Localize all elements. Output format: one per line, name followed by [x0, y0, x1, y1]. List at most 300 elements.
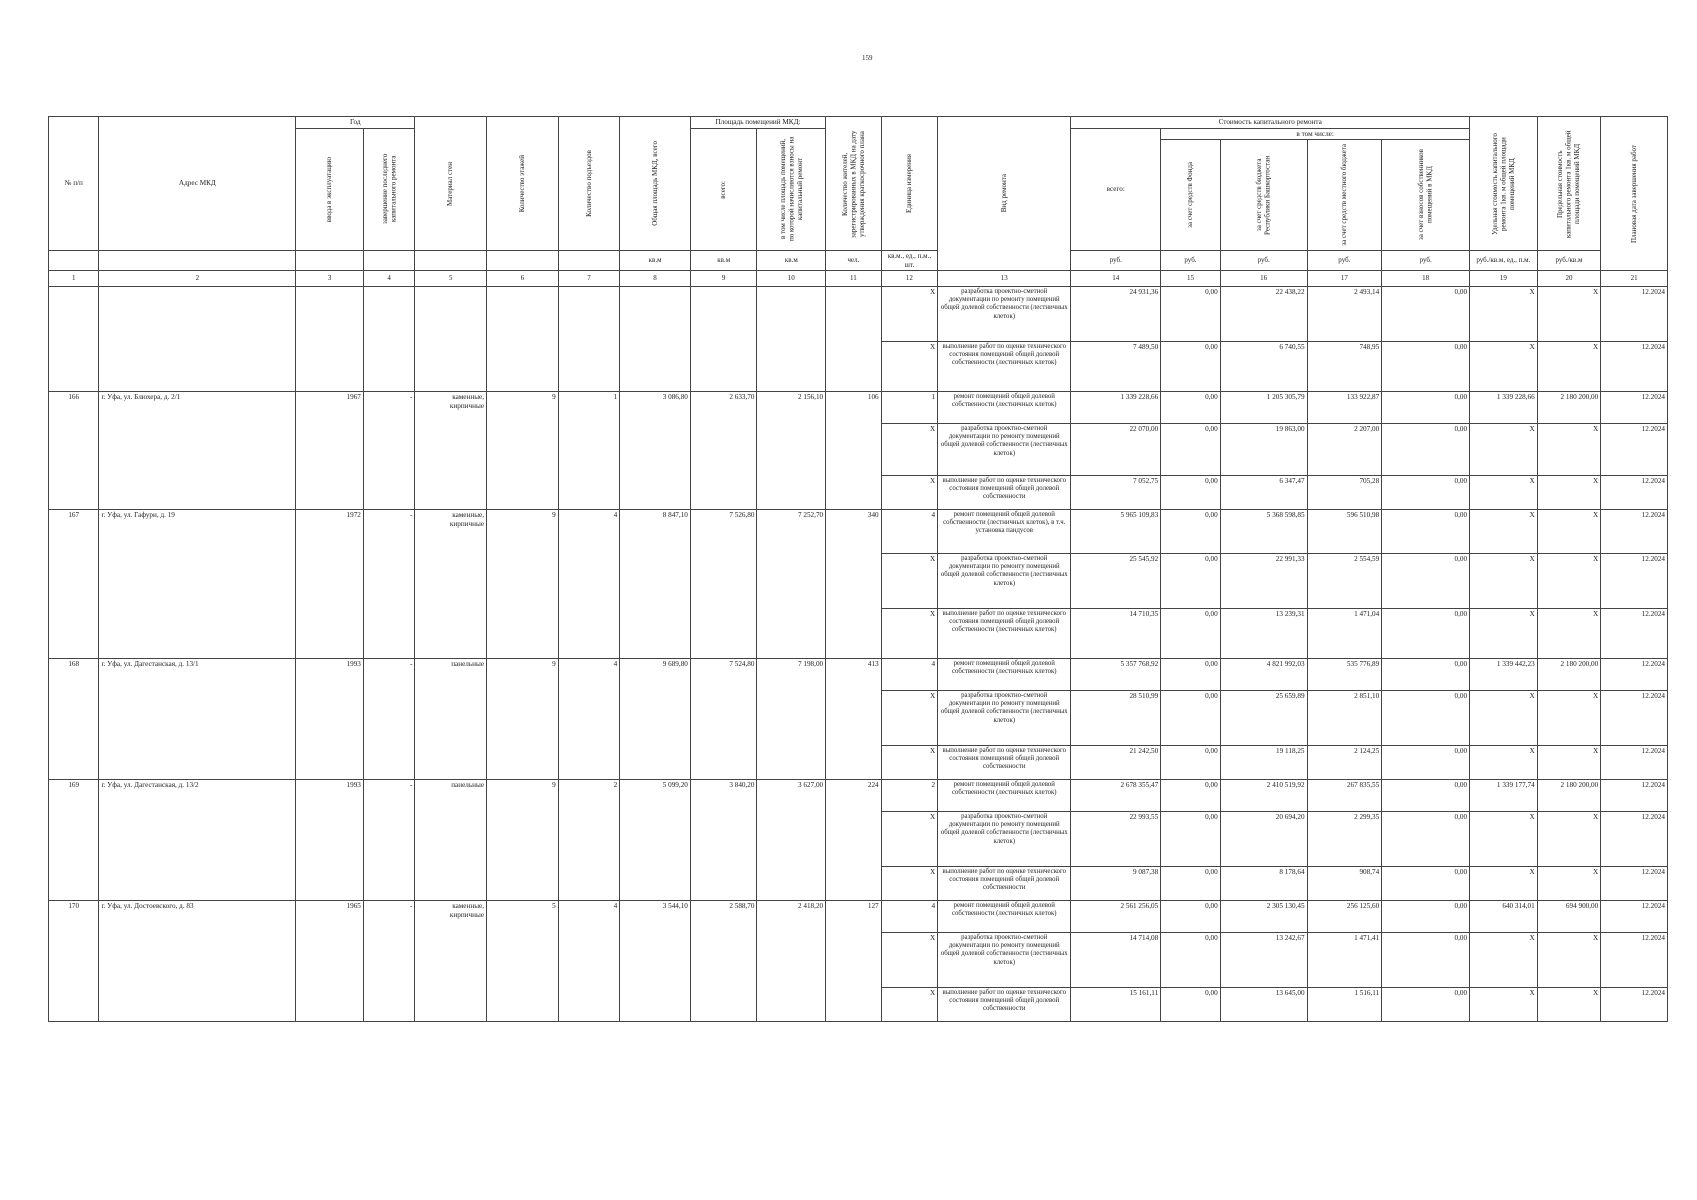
row-repair-year: -	[363, 780, 414, 901]
row-cost-fund: 0,00	[1161, 554, 1221, 609]
row-cost-owners: 0,00	[1382, 867, 1470, 901]
hdr-premises-contrib: в том числе площадь помещений, по которой начисляются взносы на капитальный ремонт	[757, 128, 826, 251]
row-work-type: выполнение работ по оценке технического состояния помещений общей долевой собственности	[938, 746, 1071, 780]
hdr-year-repair: завершение последнего капитального ремонта	[363, 128, 414, 251]
row-area-contrib	[757, 287, 826, 392]
row-year: 1972	[296, 510, 364, 659]
row-cost-fund: 0,00	[1161, 510, 1221, 554]
row-unit: 2	[881, 780, 938, 812]
column-number: 3	[296, 271, 364, 287]
row-cost-fund: 0,00	[1161, 746, 1221, 780]
row-cost-republic: 13 242,67	[1220, 933, 1307, 988]
row-work-type: выполнение работ по оценке технического состояния помещений общей долевой собственности	[938, 867, 1071, 901]
row-max-cost: X	[1537, 287, 1601, 342]
row-max-cost: X	[1537, 476, 1601, 510]
row-deadline: 12.2024	[1601, 901, 1668, 933]
row-total-area: 9 689,80	[620, 659, 691, 780]
row-cost-fund: 0,00	[1161, 691, 1221, 746]
row-cost-fund: 0,00	[1161, 287, 1221, 342]
row-area-all	[690, 287, 757, 392]
row-cost-fund: 0,00	[1161, 609, 1221, 659]
row-cost-local: 705,28	[1307, 476, 1382, 510]
hdr-cost-local: за счет средств местного бюджета	[1307, 140, 1382, 251]
row-cost-owners: 0,00	[1382, 287, 1470, 342]
row-cost-fund: 0,00	[1161, 812, 1221, 867]
row-cost-republic: 6 740,55	[1220, 342, 1307, 392]
row-max-cost: X	[1537, 554, 1601, 609]
unit-cell	[415, 251, 487, 271]
hdr-cost-republic: за счет средств бюджета Республики Башкортостан	[1220, 140, 1307, 251]
row-cost-owners: 0,00	[1382, 510, 1470, 554]
hdr-floors: Количество этажей	[487, 117, 559, 251]
row-max-cost: 2 180 200,00	[1537, 392, 1601, 424]
row-cost-total: 15 161,11	[1071, 988, 1161, 1022]
row-cost-fund: 0,00	[1161, 476, 1221, 510]
column-number: 2	[99, 271, 296, 287]
unit-cell: руб.	[1220, 251, 1307, 271]
row-work-type: разработка проектно-сметной документации по ремонту помещений общей долевой собственности (лестничных клеток)	[938, 691, 1071, 746]
table-row	[49, 287, 1668, 342]
row-cost-republic: 2 410 519,92	[1220, 780, 1307, 812]
row-cost-local: 2 493,14	[1307, 287, 1382, 342]
row-cost-republic: 19 863,00	[1220, 424, 1307, 476]
row-work-type: выполнение работ по оценке технического состояния помещений общей долевой собственности	[938, 476, 1071, 510]
row-deadline: 12.2024	[1601, 780, 1668, 812]
row-cost-total: 25 545,92	[1071, 554, 1161, 609]
row-max-cost: 694 900,00	[1537, 901, 1601, 933]
row-area-contrib: 3 627,00	[757, 780, 826, 901]
row-unit: 1	[881, 392, 938, 424]
hdr-unit: Единица измерения	[881, 117, 938, 251]
row-unit: X	[881, 988, 938, 1022]
row-cost-fund: 0,00	[1161, 342, 1221, 392]
row-cost-total: 2 561 256,05	[1071, 901, 1161, 933]
row-unit: X	[881, 812, 938, 867]
column-number: 13	[938, 271, 1071, 287]
row-material: панельные	[415, 659, 487, 780]
row-max-cost: X	[1537, 691, 1601, 746]
row-entrances: 4	[558, 659, 620, 780]
row-unit-cost: X	[1470, 554, 1538, 609]
row-address: г. Уфа, ул. Блюхера, д. 2/1	[99, 392, 296, 510]
row-unit: 4	[881, 510, 938, 554]
row-cost-republic: 8 178,64	[1220, 867, 1307, 901]
row-cost-local: 2 554,59	[1307, 554, 1382, 609]
row-unit: X	[881, 609, 938, 659]
column-number: 16	[1220, 271, 1307, 287]
row-max-cost: X	[1537, 746, 1601, 780]
hdr-work-type: Вид ремонта	[938, 117, 1071, 271]
row-work-type: ремонт помещений общей долевой собственности (лестничных клеток), в т.ч. установка пандусов	[938, 510, 1071, 554]
hdr-cost-incl: в том числе:	[1161, 128, 1470, 140]
row-max-cost: X	[1537, 867, 1601, 901]
row-cost-owners: 0,00	[1382, 988, 1470, 1022]
row-unit-cost: 640 314,01	[1470, 901, 1538, 933]
column-number: 18	[1382, 271, 1470, 287]
column-number: 19	[1470, 271, 1538, 287]
row-cost-total: 9 087,38	[1071, 867, 1161, 901]
row-floors: 5	[487, 901, 559, 1022]
row-unit: 4	[881, 901, 938, 933]
row-unit-cost: X	[1470, 812, 1538, 867]
row-work-type: ремонт помещений общей долевой собственности (лестничных клеток)	[938, 392, 1071, 424]
row-cost-local: 2 207,00	[1307, 424, 1382, 476]
row-unit-cost: X	[1470, 691, 1538, 746]
row-year: 1993	[296, 780, 364, 901]
row-unit-cost: X	[1470, 988, 1538, 1022]
row-work-type: ремонт помещений общей долевой собственности (лестничных клеток)	[938, 659, 1071, 691]
row-repair-year: -	[363, 510, 414, 659]
hdr-wall-material: Материал стен	[415, 117, 487, 251]
row-cost-total: 21 242,50	[1071, 746, 1161, 780]
table-row	[49, 901, 1668, 933]
row-unit-cost: X	[1470, 342, 1538, 392]
row-floors: 9	[487, 392, 559, 510]
row-cost-fund: 0,00	[1161, 901, 1221, 933]
unit-cell: кв.м., ед., п.м., шт.	[881, 251, 938, 271]
unit-cell: чел.	[826, 251, 882, 271]
row-residents: 413	[826, 659, 882, 780]
row-cost-local: 133 922,87	[1307, 392, 1382, 424]
row-total-area: 5 099,20	[620, 780, 691, 901]
column-number: 8	[620, 271, 691, 287]
hdr-address: Адрес МКД	[99, 117, 296, 251]
row-area-contrib: 2 156,10	[757, 392, 826, 510]
hdr-cost-fund: за счет средств Фонда	[1161, 140, 1221, 251]
unit-cell	[363, 251, 414, 271]
row-unit: X	[881, 287, 938, 342]
row-unit-cost: X	[1470, 933, 1538, 988]
unit-cell: руб.	[1307, 251, 1382, 271]
row-address: г. Уфа, ул. Дагестанская, д. 13/2	[99, 780, 296, 901]
row-cost-owners: 0,00	[1382, 554, 1470, 609]
row-repair-year: -	[363, 901, 414, 1022]
row-unit: X	[881, 746, 938, 780]
row-entrances: 2	[558, 780, 620, 901]
hdr-num: № п/п	[49, 117, 99, 251]
hdr-premises-group: Площадь помещений МКД:	[690, 117, 825, 129]
hdr-residents: Количество жителей, зарегистрированных в МКД на дату утверждения краткосрочного плана	[826, 117, 882, 251]
row-cost-republic: 6 347,47	[1220, 476, 1307, 510]
row-cost-fund: 0,00	[1161, 659, 1221, 691]
row-max-cost: X	[1537, 342, 1601, 392]
row-material	[415, 287, 487, 392]
row-work-type: разработка проектно-сметной документации по ремонту помещений общей долевой собственности (лестничных клеток)	[938, 933, 1071, 988]
row-deadline: 12.2024	[1601, 392, 1668, 424]
row-material: каменные, кирпичные	[415, 392, 487, 510]
unit-cell: руб.	[1161, 251, 1221, 271]
row-cost-owners: 0,00	[1382, 659, 1470, 691]
row-cost-local: 2 299,35	[1307, 812, 1382, 867]
row-unit: X	[881, 342, 938, 392]
hdr-cost-total: всего:	[1071, 128, 1161, 251]
row-cost-owners: 0,00	[1382, 812, 1470, 867]
row-deadline: 12.2024	[1601, 867, 1668, 901]
hdr-year-commission: ввода в эксплуатацию	[296, 128, 364, 251]
row-deadline: 12.2024	[1601, 609, 1668, 659]
row-residents	[826, 287, 882, 392]
row-cost-owners: 0,00	[1382, 933, 1470, 988]
row-cost-local: 256 125,60	[1307, 901, 1382, 933]
row-cost-fund: 0,00	[1161, 780, 1221, 812]
row-number: 168	[49, 659, 99, 780]
row-cost-republic: 25 659,89	[1220, 691, 1307, 746]
hdr-entrances: Количество подъездов	[558, 117, 620, 251]
row-cost-republic: 4 821 992,03	[1220, 659, 1307, 691]
row-cost-local: 1 471,41	[1307, 933, 1382, 988]
repair-plan-table	[48, 116, 1668, 1022]
column-number: 7	[558, 271, 620, 287]
row-deadline: 12.2024	[1601, 554, 1668, 609]
row-deadline: 12.2024	[1601, 476, 1668, 510]
row-address	[99, 287, 296, 392]
row-unit: X	[881, 933, 938, 988]
row-unit: 4	[881, 659, 938, 691]
row-cost-total: 22 993,55	[1071, 812, 1161, 867]
row-material: каменные, кирпичные	[415, 901, 487, 1022]
row-unit-cost: X	[1470, 510, 1538, 554]
row-cost-republic: 22 991,33	[1220, 554, 1307, 609]
row-number: 170	[49, 901, 99, 1022]
row-cost-total: 7 052,75	[1071, 476, 1161, 510]
column-number: 11	[826, 271, 882, 287]
row-cost-fund: 0,00	[1161, 424, 1221, 476]
row-cost-total: 28 510,99	[1071, 691, 1161, 746]
row-max-cost: 2 180 200,00	[1537, 780, 1601, 812]
unit-cell: кв.м	[757, 251, 826, 271]
row-area-contrib: 2 418,20	[757, 901, 826, 1022]
row-cost-total: 5 357 768,92	[1071, 659, 1161, 691]
unit-cell	[99, 251, 296, 271]
column-number: 20	[1537, 271, 1601, 287]
row-cost-local: 267 835,55	[1307, 780, 1382, 812]
table-row	[49, 780, 1668, 812]
row-number: 166	[49, 392, 99, 510]
unit-cell: руб./кв.м	[1537, 251, 1601, 271]
row-cost-local: 1 516,11	[1307, 988, 1382, 1022]
row-unit-cost: X	[1470, 867, 1538, 901]
column-number: 5	[415, 271, 487, 287]
row-unit-cost: 1 339 442,23	[1470, 659, 1538, 691]
row-unit-cost: X	[1470, 609, 1538, 659]
row-max-cost: X	[1537, 424, 1601, 476]
row-unit: X	[881, 424, 938, 476]
row-cost-total: 24 931,36	[1071, 287, 1161, 342]
column-number: 15	[1161, 271, 1221, 287]
unit-cell	[296, 251, 364, 271]
row-cost-fund: 0,00	[1161, 392, 1221, 424]
row-unit: X	[881, 476, 938, 510]
row-unit: X	[881, 867, 938, 901]
row-residents: 127	[826, 901, 882, 1022]
row-address: г. Уфа, ул. Достоевского, д. 83	[99, 901, 296, 1022]
row-deadline: 12.2024	[1601, 510, 1668, 554]
row-work-type: ремонт помещений общей долевой собственности (лестничных клеток)	[938, 780, 1071, 812]
unit-cell	[49, 251, 99, 271]
row-area-contrib: 7 252,70	[757, 510, 826, 659]
row-deadline: 12.2024	[1601, 988, 1668, 1022]
row-work-type: ремонт помещений общей долевой собственности (лестничных клеток)	[938, 901, 1071, 933]
hdr-max-cost: Предельная стоимость капитального ремонта 1кв. м общей площади помещений МКД	[1537, 117, 1601, 251]
row-cost-local: 596 510,98	[1307, 510, 1382, 554]
row-cost-fund: 0,00	[1161, 867, 1221, 901]
column-number: 14	[1071, 271, 1161, 287]
column-number: 10	[757, 271, 826, 287]
row-unit-cost: 1 339 228,66	[1470, 392, 1538, 424]
row-cost-owners: 0,00	[1382, 780, 1470, 812]
unit-cell: руб.	[1071, 251, 1161, 271]
row-work-type: разработка проектно-сметной документации по ремонту помещений общей долевой собственности (лестничных клеток)	[938, 554, 1071, 609]
row-unit-cost: X	[1470, 746, 1538, 780]
row-cost-republic: 20 694,20	[1220, 812, 1307, 867]
row-unit: X	[881, 554, 938, 609]
row-cost-local: 535 776,89	[1307, 659, 1382, 691]
row-cost-local: 2 124,25	[1307, 746, 1382, 780]
row-unit-cost: 1 339 177,74	[1470, 780, 1538, 812]
row-area-all: 2 588,70	[690, 901, 757, 1022]
row-repair-year	[363, 287, 414, 392]
row-cost-owners: 0,00	[1382, 342, 1470, 392]
row-cost-owners: 0,00	[1382, 424, 1470, 476]
unit-cell: кв.м	[620, 251, 691, 271]
row-cost-republic: 1 205 305,79	[1220, 392, 1307, 424]
table-row	[49, 510, 1668, 554]
row-residents: 224	[826, 780, 882, 901]
row-year: 1993	[296, 659, 364, 780]
row-total-area: 3 544,10	[620, 901, 691, 1022]
hdr-deadline: Плановая дата завершения работ	[1601, 117, 1668, 271]
row-cost-republic: 5 368 598,85	[1220, 510, 1307, 554]
row-cost-republic: 13 645,00	[1220, 988, 1307, 1022]
row-total-area: 3 086,80	[620, 392, 691, 510]
row-address: г. Уфа, ул. Дагестанская, д. 13/1	[99, 659, 296, 780]
row-area-all: 7 526,80	[690, 510, 757, 659]
row-total-area	[620, 287, 691, 392]
row-number	[49, 287, 99, 392]
row-cost-fund: 0,00	[1161, 988, 1221, 1022]
row-number: 167	[49, 510, 99, 659]
row-entrances: 4	[558, 901, 620, 1022]
row-deadline: 12.2024	[1601, 659, 1668, 691]
row-work-type: разработка проектно-сметной документации по ремонту помещений общей долевой собственности (лестничных клеток)	[938, 812, 1071, 867]
row-address: г. Уфа, ул. Гафури, д. 19	[99, 510, 296, 659]
row-work-type: выполнение работ по оценке технического состояния помещений общей долевой собственности	[938, 988, 1071, 1022]
unit-cell: кв.м	[690, 251, 757, 271]
column-number: 17	[1307, 271, 1382, 287]
row-cost-total: 14 710,35	[1071, 609, 1161, 659]
row-cost-total: 22 070,00	[1071, 424, 1161, 476]
row-number: 169	[49, 780, 99, 901]
row-repair-year: -	[363, 392, 414, 510]
table-row	[49, 392, 1668, 424]
row-material: каменные, кирпичные	[415, 510, 487, 659]
column-number: 9	[690, 271, 757, 287]
hdr-total-area: Общая площадь МКД, всего	[620, 117, 691, 251]
column-number: 1	[49, 271, 99, 287]
row-cost-total: 5 965 109,83	[1071, 510, 1161, 554]
row-cost-republic: 22 438,22	[1220, 287, 1307, 342]
row-cost-total: 2 678 355,47	[1071, 780, 1161, 812]
row-cost-total: 14 714,08	[1071, 933, 1161, 988]
row-residents: 106	[826, 392, 882, 510]
row-deadline: 12.2024	[1601, 746, 1668, 780]
row-cost-owners: 0,00	[1382, 609, 1470, 659]
row-cost-owners: 0,00	[1382, 476, 1470, 510]
row-max-cost: X	[1537, 609, 1601, 659]
row-cost-owners: 0,00	[1382, 901, 1470, 933]
hdr-cost-owners: за счет взносов собственников помещений в МКД	[1382, 140, 1470, 251]
row-floors: 9	[487, 659, 559, 780]
row-unit-cost: X	[1470, 287, 1538, 342]
row-work-type: разработка проектно-сметной документации по ремонту помещений общей долевой собственности (лестничных клеток)	[938, 424, 1071, 476]
hdr-cost-group: Стоимость капитального ремонта	[1071, 117, 1470, 129]
hdr-unit-cost: Удельная стоимость капитального ремонта 1кв. м общей площади помещений МКД	[1470, 117, 1538, 251]
column-number: 21	[1601, 271, 1668, 287]
row-year: 1965	[296, 901, 364, 1022]
row-cost-owners: 0,00	[1382, 392, 1470, 424]
row-max-cost: X	[1537, 933, 1601, 988]
unit-cell	[487, 251, 559, 271]
row-cost-total: 1 339 228,66	[1071, 392, 1161, 424]
row-cost-local: 1 471,04	[1307, 609, 1382, 659]
row-cost-owners: 0,00	[1382, 746, 1470, 780]
row-cost-total: 7 489,50	[1071, 342, 1161, 392]
row-cost-republic: 19 118,25	[1220, 746, 1307, 780]
row-area-all: 2 633,70	[690, 392, 757, 510]
hdr-year-group: Год	[296, 117, 415, 129]
column-number: 12	[881, 271, 938, 287]
unit-cell	[558, 251, 620, 271]
row-cost-republic: 13 239,31	[1220, 609, 1307, 659]
row-deadline: 12.2024	[1601, 424, 1668, 476]
row-cost-local: 2 851,10	[1307, 691, 1382, 746]
row-entrances: 1	[558, 392, 620, 510]
row-cost-local: 748,95	[1307, 342, 1382, 392]
row-cost-local: 908,74	[1307, 867, 1382, 901]
row-entrances: 4	[558, 510, 620, 659]
row-entrances	[558, 287, 620, 392]
row-total-area: 8 847,10	[620, 510, 691, 659]
row-deadline: 12.2024	[1601, 691, 1668, 746]
row-floors: 9	[487, 510, 559, 659]
row-area-all: 7 524,80	[690, 659, 757, 780]
row-cost-republic: 2 305 130,45	[1220, 901, 1307, 933]
row-max-cost: X	[1537, 812, 1601, 867]
row-max-cost: X	[1537, 988, 1601, 1022]
row-work-type: выполнение работ по оценке технического состояния помещений общей долевой собственности (лестничных клеток)	[938, 609, 1071, 659]
row-work-type: выполнение работ по оценке технического состояния помещений общей долевой собственности (лестничных клеток)	[938, 342, 1071, 392]
row-floors: 9	[487, 780, 559, 901]
page-number: 159	[862, 54, 873, 62]
hdr-premises-total: всего:	[690, 128, 757, 251]
row-unit: X	[881, 691, 938, 746]
unit-cell: руб.	[1382, 251, 1470, 271]
row-year	[296, 287, 364, 392]
unit-cell: руб./кв.м, ед., п.м.	[1470, 251, 1538, 271]
row-area-all: 3 840,20	[690, 780, 757, 901]
row-residents: 340	[826, 510, 882, 659]
row-deadline: 12.2024	[1601, 812, 1668, 867]
row-repair-year: -	[363, 659, 414, 780]
row-unit-cost: X	[1470, 424, 1538, 476]
row-max-cost: X	[1537, 510, 1601, 554]
row-deadline: 12.2024	[1601, 933, 1668, 988]
column-number: 4	[363, 271, 414, 287]
row-area-contrib: 7 198,00	[757, 659, 826, 780]
row-unit-cost: X	[1470, 476, 1538, 510]
row-year: 1967	[296, 392, 364, 510]
row-deadline: 12.2024	[1601, 342, 1668, 392]
